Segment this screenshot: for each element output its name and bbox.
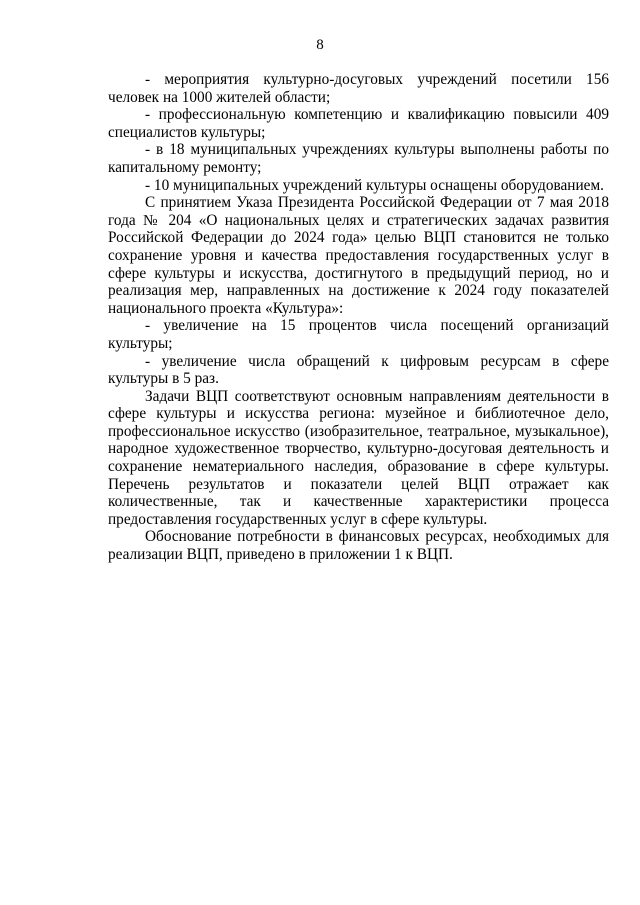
paragraph-tasks: Задачи ВЦП соответствуют основным направлениям деятельности в сфере культуры и искусства региона: музейное и библиотечное дело, профессиональное искусство (изобразительное, театральное, музыкальное), народное художественное творчество, культурно-досуговая деятельность и сохранение нематериального наследия, образование в сфере культуры. Перечень результатов и показатели целей ВЦП отражает как количественные, так и качественные характеристики процесса предоставления государственных услуг в сфере культуры. bbox=[108, 387, 609, 528]
document-body bbox=[108, 71, 609, 564]
paragraph-decree: С принятием Указа Президента Российской Федерации от 7 мая 2018 года № 204 «О национальных целях и стратегических задачах развития Российской Федерации до 2024 года» целью ВЦП становится не только сохранение уровня и качества предоставления государственных услуг в сфере культуры и искусства, достигнутого в предыдущий период, но и реализация мер, направленных на достижение к 2024 году показателей национального проекта «Культура»: bbox=[108, 194, 609, 317]
paragraph-financing: Обоснование потребности в финансовых ресурсах, необходимых для реализации ВЦП, приведено в приложении 1 к ВЦП. bbox=[108, 528, 609, 564]
page-number: 8 bbox=[316, 37, 324, 53]
bullet-equipment: - 10 муниципальных учреждений культуры оснащены оборудованием. bbox=[145, 176, 604, 194]
bullet-visitors: - мероприятия культурно-досуговых учреждений посетили 156 человек на 1000 жителей области; bbox=[108, 71, 609, 106]
bullet-repair: - в 18 муниципальных учреждениях культуры выполнены работы по капитальному ремонту; bbox=[108, 141, 609, 176]
bullet-visits-increase: - увеличение на 15 процентов числа посещений организаций культуры; bbox=[108, 317, 609, 352]
bullet-digital-resources: - увеличение числа обращений к цифровым ресурсам в сфере культуры в 5 раз. bbox=[108, 352, 609, 388]
bullet-qualification: - профессиональную компетенцию и квалификацию повысили 409 специалистов культуры; bbox=[108, 106, 609, 141]
